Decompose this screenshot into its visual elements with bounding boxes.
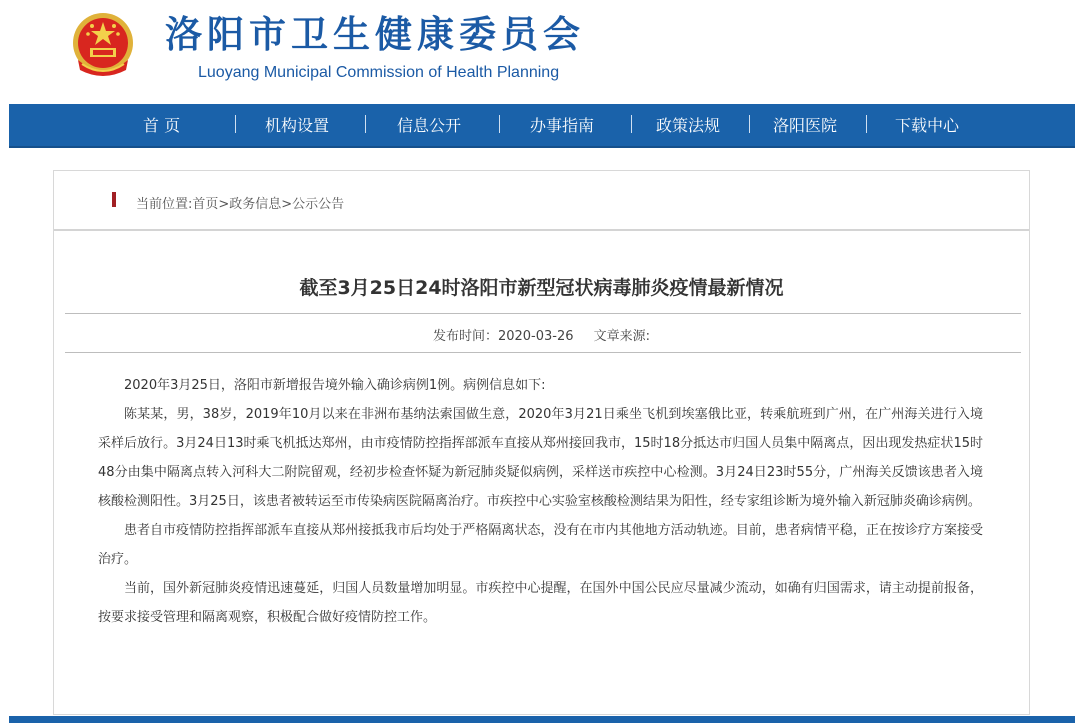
nav-item-downloads[interactable]: 下载中心 bbox=[895, 116, 960, 135]
article-panel bbox=[53, 170, 1030, 715]
nav-separator bbox=[235, 115, 236, 133]
meta-divider bbox=[65, 352, 1021, 353]
article-paragraph: 2020年3月25日，洛阳市新增报告境外输入确诊病例1例。病例信息如下: bbox=[124, 378, 546, 393]
breadcrumb-text[interactable]: 当前位置:首页>政务信息>公示公告 bbox=[136, 197, 345, 212]
nav-item-policies[interactable]: 政策法规 bbox=[656, 116, 721, 135]
nav-item-information-disclosure[interactable]: 信息公开 bbox=[397, 116, 462, 135]
nav-separator bbox=[631, 115, 632, 133]
nav-item-home[interactable]: 首 页 bbox=[143, 116, 181, 135]
nav-separator bbox=[499, 115, 500, 133]
article-paragraph: 患者自市疫情防控指挥部派车直接从郑州接抵我市后均处于严格隔离状态，没有在市内其他地方活动轨迹。目前，患者病情平稳，正在按诊疗方案接受治疗。 bbox=[98, 523, 983, 567]
article-paragraph: 当前，国外新冠肺炎疫情迅速蔓延，归国人员数量增加明显。市疾控中心提醒，在国外中国公民应尽量减少流动，如确有归国需求，请主动提前报备，按要求接受管理和隔离观察，积极配合做好疫情防控工作。 bbox=[98, 581, 983, 625]
article-meta bbox=[54, 325, 1029, 344]
publish-date: 发布时间：2020-03-26 bbox=[432, 329, 574, 344]
national-emblem-icon[interactable] bbox=[68, 10, 138, 82]
main-navigation bbox=[9, 104, 1075, 148]
article-source: 文章来源: bbox=[593, 329, 651, 344]
site-title: 洛阳市卫生健康委员会 bbox=[165, 12, 585, 56]
title-divider bbox=[65, 313, 1021, 314]
nav-separator bbox=[749, 115, 750, 133]
nav-item-hospitals[interactable]: 洛阳医院 bbox=[773, 116, 838, 135]
site-header bbox=[0, 0, 1080, 104]
nav-item-organization[interactable]: 机构设置 bbox=[265, 116, 330, 135]
article-title: 截至3月25日24时洛阳市新型冠状病毒肺炎疫情最新情况 bbox=[299, 277, 784, 299]
nav-separator bbox=[365, 115, 366, 133]
footer-bar bbox=[9, 716, 1075, 723]
article-body bbox=[98, 371, 983, 632]
nav-separator bbox=[866, 115, 867, 133]
nav-item-service-guide[interactable]: 办事指南 bbox=[530, 116, 595, 135]
article-paragraph: 陈某某，男，38岁，2019年10月以来在非洲布基纳法索国做生意，2020年3月21日乘坐飞机到埃塞俄比亚，转乘航班到广州，在广州海关进行入境采样后放行。3月24日13时乘飞机抵达郑州，由市疫情防控指挥部派车直接从郑州接回我市，15时18分抵达市归国人员集中隔离点，因出现发热症状15时48分由集中隔离点转入河科大二附院留观，经初步检查怀疑为新冠肺炎疑似病例，采样送市疾控中心检测。3月24日23时55分，广州海关反馈该患者入境核酸检测阳性。3月25日，该患者被转运至市传染病医院隔离治疗。市疾控中心实验室核酸检测结果为阳性，经专家组诊断为境外输入新冠肺炎确诊病例。 bbox=[98, 407, 983, 509]
breadcrumb bbox=[54, 171, 1029, 231]
site-subtitle: Luoyang Municipal Commission of Health Planning bbox=[198, 64, 560, 81]
breadcrumb-marker bbox=[112, 192, 116, 207]
